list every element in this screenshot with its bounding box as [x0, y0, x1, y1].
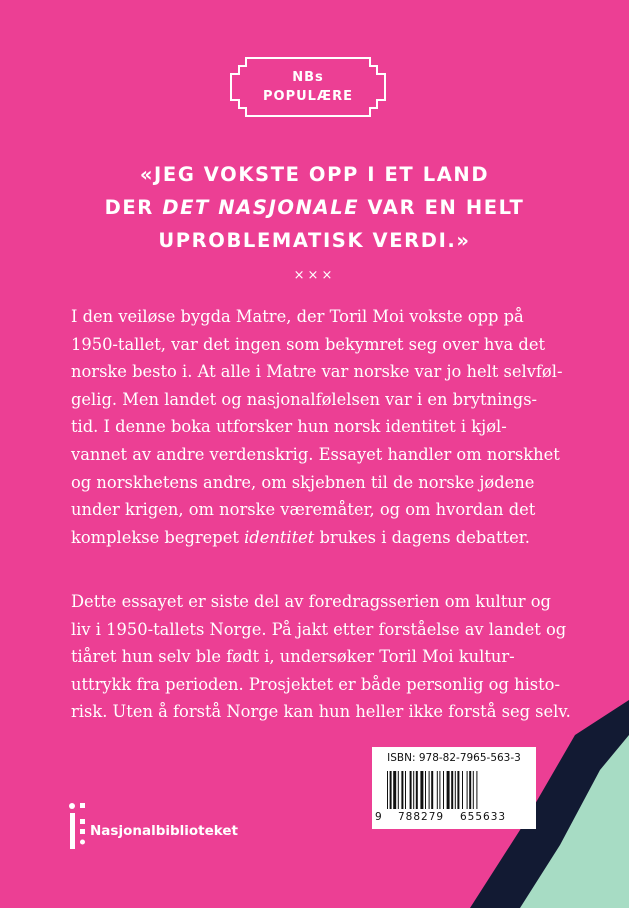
barcode-bar — [398, 771, 399, 809]
barcode-bar — [457, 771, 459, 809]
paragraph-line: og norskhetens andre, om skjebnen til de norske jødene — [71, 472, 535, 492]
quote-line-2-italic: DET NASJONALE — [162, 196, 360, 219]
paragraph-line: uttrykk fra perioden. Prosjektet er både personlig og histo- — [71, 674, 560, 694]
barcode-bar — [476, 771, 477, 809]
paragraph-line: I den veiløse bygda Matre, der Toril Moi vokste opp på — [71, 307, 524, 326]
badge-line-1: NBs — [292, 70, 324, 85]
ean-left-group: 788279 — [398, 811, 445, 823]
quote-line-2 — [40, 191, 589, 224]
barcode-bar — [431, 771, 433, 809]
barcode-bar — [429, 771, 430, 809]
publisher-name: Nasjonalbiblioteket — [90, 823, 239, 839]
paragraph-line: norske besto i. At alle i Matre var norske var jo helt selvføl- — [71, 362, 563, 382]
barcode — [385, 771, 525, 811]
barcode-bar — [473, 771, 474, 809]
paragraph-line: risk. Uten å forstå Norge kan hun heller ikke forstå seg selv. — [71, 702, 571, 722]
section-separator: ××× — [293, 268, 336, 283]
quote-line-2-end: VAR EN HELT — [359, 196, 525, 219]
barcode-bar — [469, 771, 471, 809]
barcode-bar — [405, 771, 406, 809]
paragraph-line — [71, 524, 571, 552]
paragraph-line: 1950-tallet, var det ingen som bekymret seg over hva det — [71, 334, 545, 354]
paragraph-line: tid. I denne boka utforsker hun norsk identitet i kjøl- — [71, 417, 507, 437]
description-paragraph-2 — [71, 588, 571, 726]
paragraph-line: vannet av andre verdenskrig. Essayet handler om norskhet — [71, 444, 560, 464]
barcode-bar — [443, 771, 444, 809]
paragraph-line: Dette essayet er siste del av foredragsserien om kultur og — [71, 592, 551, 611]
barcode-bar — [413, 771, 414, 809]
series-badge — [231, 58, 385, 116]
barcode-bar — [390, 771, 392, 809]
description-paragraph-1 — [71, 303, 571, 551]
barcode-bar — [425, 771, 426, 809]
barcode-bar — [401, 771, 403, 809]
line-end: brukes i dagens debatter. — [314, 527, 530, 547]
paragraph-line: liv i 1950-tallets Norge. På jakt etter forståelse av landet og — [71, 619, 567, 639]
ean-right-group: 655633 — [460, 811, 507, 823]
pull-quote — [40, 158, 589, 257]
barcode-bar — [387, 771, 388, 809]
barcode-bar — [455, 771, 456, 809]
badge-line-2: POPULÆRE — [263, 89, 353, 104]
quote-line-3: UPROBLEMATISK VERDI.» — [158, 229, 471, 252]
isbn-label: ISBN: 978-82-7965-563-3 — [387, 752, 521, 764]
barcode-bar — [420, 771, 423, 809]
paragraph-line: under krigen, om norske væremåter, og om hvordan det — [71, 500, 536, 520]
barcode-bar — [451, 771, 453, 809]
barcode-bar — [410, 771, 412, 809]
line-start: komplekse begrepet — [71, 527, 245, 547]
barcode-bar — [393, 771, 396, 809]
quote-line-2-start: DER — [104, 196, 163, 219]
italic-term: identitet — [244, 527, 315, 547]
isbn-barcode-box — [372, 747, 536, 829]
barcode-bar — [439, 771, 440, 809]
barcode-bar — [437, 771, 438, 809]
barcode-bar — [462, 771, 463, 809]
ean-first-digit: 9 — [375, 811, 382, 823]
paragraph-line: tiåret hun selv ble født i, undersøker Toril Moi kultur- — [71, 647, 515, 667]
paragraph-line: gelig. Men landet og nasjonalfølelsen var i en brytnings- — [71, 389, 538, 409]
barcode-bar — [467, 771, 468, 809]
quote-line-1: «JEG VOKSTE OPP I ET LAND — [139, 163, 490, 186]
nasjonalbiblioteket-logo-icon — [68, 801, 88, 853]
barcode-bar — [447, 771, 450, 809]
barcode-bar — [416, 771, 418, 809]
